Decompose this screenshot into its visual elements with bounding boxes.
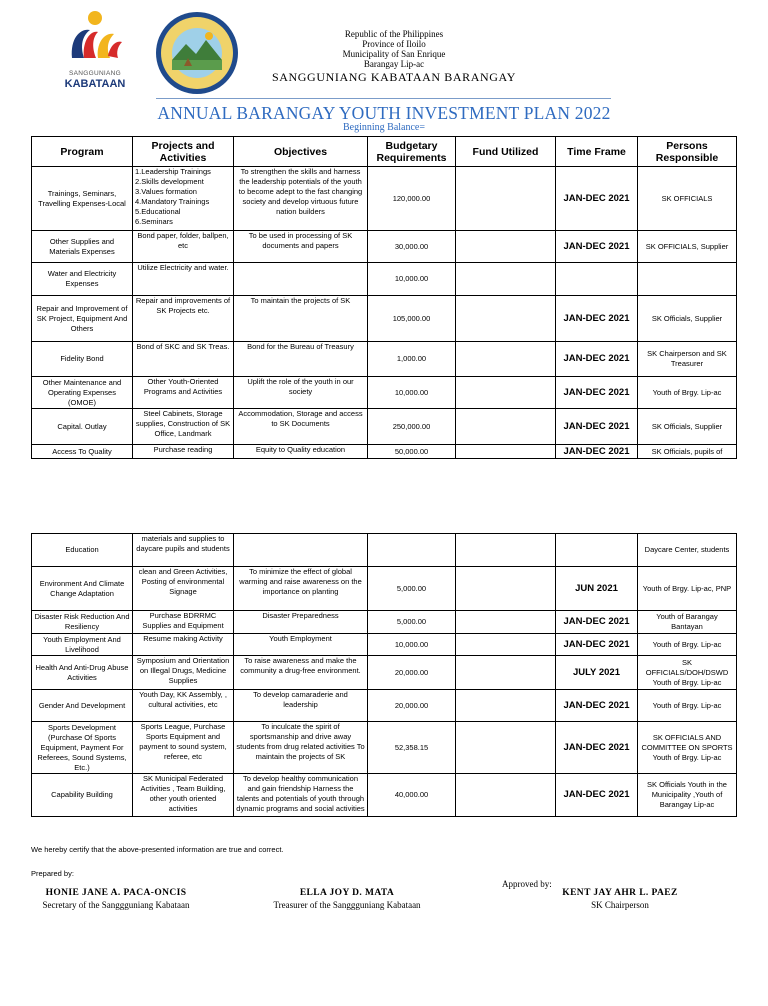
cell-persons: SK OFFICIALS AND COMMITTEE ON SPORTS Youth of Brgy. Lip-ac bbox=[638, 722, 737, 774]
cell-budget: 30,000.00 bbox=[368, 231, 456, 263]
cell-projects: 1.Leadership Trainings 2.Skills development 3.Values formation 4.Mandatory Trainings 5.Educational 6.Seminars bbox=[133, 167, 234, 231]
cell-program: Education bbox=[32, 534, 133, 567]
cell-objectives: Uplift the role of the youth in our society bbox=[234, 377, 368, 409]
cell-program: Repair and Improvement of SK Project, Equipment And Others bbox=[32, 296, 133, 342]
col-header-program: Program bbox=[32, 137, 133, 167]
approved-by-label: Approved by: bbox=[502, 879, 552, 889]
cell-program: Capability Building bbox=[32, 774, 133, 817]
table-row bbox=[32, 634, 737, 656]
cell-objectives: To develop healthy communication and gain friendship Harness the talents and potentials of youth through dynamic programs and social activities bbox=[234, 774, 368, 817]
cell-objectives: Accommodation, Storage and access to SK Documents bbox=[234, 409, 368, 445]
cell-program: Water and Electricity Expenses bbox=[32, 263, 133, 296]
cell-fund bbox=[456, 377, 556, 409]
prepared-by-label: Prepared by: bbox=[31, 869, 74, 878]
table-body-top bbox=[32, 167, 737, 459]
cell-fund bbox=[456, 342, 556, 377]
cell-budget: 40,000.00 bbox=[368, 774, 456, 817]
cell-projects: SK Municipal Federated Activities , Team Building, other youth oriented activities bbox=[133, 774, 234, 817]
cell-budget: 50,000.00 bbox=[368, 445, 456, 459]
cell-persons: SK Officials Youth in the Municipality ,Youth of Barangay Lip-ac bbox=[638, 774, 737, 817]
cell-persons: Youth of Brgy. Lip-ac bbox=[638, 377, 737, 409]
cell-fund bbox=[456, 774, 556, 817]
council-name: SANGGUNIANG KABATAAN BARANGAY bbox=[271, 70, 516, 84]
cell-time bbox=[556, 534, 638, 567]
cell-objectives: To develop camaraderie and leadership bbox=[234, 690, 368, 722]
investment-plan-table-top bbox=[31, 136, 737, 459]
col-header-projects: Projects and Activities bbox=[133, 137, 234, 167]
header-divider bbox=[156, 98, 611, 99]
cell-projects: Resume making Activity bbox=[133, 634, 234, 656]
cell-persons: SK Officials, pupils of bbox=[638, 445, 737, 459]
cell-projects: Sports League, Purchase Sports Equipment and payment to sound system, referee, etc bbox=[133, 722, 234, 774]
cell-objectives bbox=[234, 263, 368, 296]
cell-fund bbox=[456, 534, 556, 567]
cell-projects: Utilize Electricity and water. bbox=[133, 263, 234, 296]
cell-fund bbox=[456, 722, 556, 774]
cell-projects: Bond paper, folder, ballpen, etc bbox=[133, 231, 234, 263]
cell-budget: 250,000.00 bbox=[368, 409, 456, 445]
col-header-fund: Fund Utilized bbox=[456, 137, 556, 167]
cell-time: JAN-DEC 2021 bbox=[556, 690, 638, 722]
cell-objectives: To maintain the projects of SK bbox=[234, 296, 368, 342]
cell-program: Capital. Outlay bbox=[32, 409, 133, 445]
table-row bbox=[32, 722, 737, 774]
cell-projects: Repair and improvements of SK Projects etc. bbox=[133, 296, 234, 342]
cell-projects: Purchase BDRRMC Supplies and Equipment bbox=[133, 611, 234, 634]
cell-time: JAN-DEC 2021 bbox=[556, 722, 638, 774]
cell-projects: Other Youth-Oriented Programs and Activities bbox=[133, 377, 234, 409]
table-row bbox=[32, 656, 737, 690]
document-title: ANNUAL BARANGAY YOUTH INVESTMENT PLAN 2022 bbox=[157, 103, 611, 123]
cell-fund bbox=[456, 656, 556, 690]
cell-projects: Bond of SKC and SK Treas. bbox=[133, 342, 234, 377]
cell-program: Sports Development (Purchase Of Sports Equipment, Payment For Referees, Sound Systems, Etc.) bbox=[32, 722, 133, 774]
cell-persons: SK Chairperson and SK Treasurer bbox=[638, 342, 737, 377]
cell-time: JAN-DEC 2021 bbox=[556, 342, 638, 377]
cell-persons: SK Officials, Supplier bbox=[638, 296, 737, 342]
cell-budget: 5,000.00 bbox=[368, 611, 456, 634]
signatory-secretary-name: HONIE JANE A. PACA-ONCIS bbox=[45, 888, 187, 898]
table-body-bottom bbox=[32, 534, 737, 817]
cell-time: JAN-DEC 2021 bbox=[556, 377, 638, 409]
col-header-objectives: Objectives bbox=[234, 137, 368, 167]
table-row bbox=[32, 567, 737, 611]
cell-persons: SK OFFICIALS/DOH/DSWD Youth of Brgy. Lip-ac bbox=[638, 656, 737, 690]
cell-budget: 1,000.00 bbox=[368, 342, 456, 377]
table-row bbox=[32, 611, 737, 634]
signatory-treasurer-name: ELLA JOY D. MATA bbox=[299, 888, 395, 898]
cell-budget: 20,000.00 bbox=[368, 690, 456, 722]
cell-objectives: Equity to Quality education bbox=[234, 445, 368, 459]
signatory-secretary-role: Secretary of the Sanggguniang Kabataan bbox=[42, 900, 190, 910]
table-row bbox=[32, 342, 737, 377]
header-barangay: Barangay Lip-ac bbox=[363, 59, 425, 69]
cell-projects: Youth Day, KK Assembly, , cultural activities, etc bbox=[133, 690, 234, 722]
cell-objectives: To minimize the effect of global warming and raise awareness on the importance on planting bbox=[234, 567, 368, 611]
cell-budget: 20,000.00 bbox=[368, 656, 456, 690]
sk-logo-line2: KABATAAN bbox=[64, 78, 126, 90]
table-row bbox=[32, 263, 737, 296]
table-row bbox=[32, 296, 737, 342]
cell-program: Youth Employment And Livelihood bbox=[32, 634, 133, 656]
signatory-chairperson-role: SK Chairperson bbox=[591, 900, 649, 910]
cell-persons: Youth of Brgy. Lip-ac bbox=[638, 690, 737, 722]
cell-persons: Youth of Brgy. Lip-ac bbox=[638, 634, 737, 656]
table-row bbox=[32, 231, 737, 263]
cell-persons: Daycare Center, students bbox=[638, 534, 737, 567]
cell-program: Gender And Development bbox=[32, 690, 133, 722]
cell-program: Trainings, Seminars, Travelling Expenses-Local bbox=[32, 167, 133, 231]
cell-time: JAN-DEC 2021 bbox=[556, 296, 638, 342]
investment-plan-table-bottom bbox=[31, 533, 737, 817]
cell-time: JULY 2021 bbox=[556, 656, 638, 690]
cell-objectives: To inculcate the spirit of sportsmanship and drive away students from drug related activities To maintain the projects of SK bbox=[234, 722, 368, 774]
cell-persons: Youth of Barangay Bantayan bbox=[638, 611, 737, 634]
header-province: Province of Iloilo bbox=[362, 39, 426, 49]
cell-fund bbox=[456, 690, 556, 722]
cell-projects: Symposium and Orientation on Illegal Drugs, Medicine Supplies bbox=[133, 656, 234, 690]
cell-time: JAN-DEC 2021 bbox=[556, 409, 638, 445]
cell-program: Environment And Climate Change Adaptation bbox=[32, 567, 133, 611]
signatory-chairperson-name: KENT JAY AHR L. PAEZ bbox=[562, 888, 678, 898]
cell-persons: SK Officials, Supplier bbox=[638, 409, 737, 445]
cell-fund bbox=[456, 611, 556, 634]
col-header-persons: Persons Responsible bbox=[638, 137, 737, 167]
cell-program: Other Maintenance and Operating Expenses (OMOE) bbox=[32, 377, 133, 409]
cell-fund bbox=[456, 409, 556, 445]
header-municipality: Municipality of San Enrique bbox=[342, 49, 446, 59]
cell-persons: SK OFFICIALS, Supplier bbox=[638, 231, 737, 263]
certification-statement: We hereby certify that the above-presented information are true and correct. bbox=[31, 845, 284, 854]
col-header-time: Time Frame bbox=[556, 137, 638, 167]
cell-fund bbox=[456, 263, 556, 296]
cell-budget: 120,000.00 bbox=[368, 167, 456, 231]
cell-projects: clean and Green Activities, Posting of environmental Signage bbox=[133, 567, 234, 611]
cell-budget: 5,000.00 bbox=[368, 567, 456, 611]
cell-budget: 10,000.00 bbox=[368, 263, 456, 296]
sk-logo-line1: SANGGUNIANG bbox=[68, 70, 122, 77]
beginning-balance: Beginning Balance= bbox=[342, 122, 425, 133]
cell-persons bbox=[638, 263, 737, 296]
table-row bbox=[32, 445, 737, 459]
cell-objectives: Bond for the Bureau of Treasury bbox=[234, 342, 368, 377]
cell-budget: 10,000.00 bbox=[368, 377, 456, 409]
cell-projects: Purchase reading bbox=[133, 445, 234, 459]
cell-objectives bbox=[234, 534, 368, 567]
header-republic: Republic of the Philippines bbox=[344, 29, 444, 39]
cell-program: Health And Anti-Drug Abuse Activities bbox=[32, 656, 133, 690]
cell-objectives: To raise awareness and make the community a drug-free environment. bbox=[234, 656, 368, 690]
col-header-budget: Budgetary Requirements bbox=[368, 137, 456, 167]
cell-persons: Youth of Brgy. Lip-ac, PNP bbox=[638, 567, 737, 611]
cell-fund bbox=[456, 167, 556, 231]
cell-time bbox=[556, 263, 638, 296]
cell-program: Access To Quality bbox=[32, 445, 133, 459]
cell-projects: Steel Cabinets, Storage supplies, Construction of SK Office, Landmark bbox=[133, 409, 234, 445]
signatory-treasurer-role: Treasurer of the Sanggguniang Kabataan bbox=[273, 900, 421, 910]
cell-time: JAN-DEC 2021 bbox=[556, 445, 638, 459]
cell-time: JAN-DEC 2021 bbox=[556, 634, 638, 656]
cell-fund bbox=[456, 296, 556, 342]
cell-program: Fidelity Bond bbox=[32, 342, 133, 377]
table-row bbox=[32, 409, 737, 445]
table-row bbox=[32, 377, 737, 409]
cell-objectives: To be used in processing of SK documents and papers bbox=[234, 231, 368, 263]
cell-budget: 105,000.00 bbox=[368, 296, 456, 342]
cell-time: JAN-DEC 2021 bbox=[556, 167, 638, 231]
cell-program: Disaster Risk Reduction And Resiliency bbox=[32, 611, 133, 634]
cell-program: Other Supplies and Materials Expenses bbox=[32, 231, 133, 263]
cell-objectives: To strengthen the skills and harness the leadership potentials of the youth to become adept to the fast changing society and develop virtuous future nation builders bbox=[234, 167, 368, 231]
cell-time: JAN-DEC 2021 bbox=[556, 611, 638, 634]
cell-fund bbox=[456, 634, 556, 656]
cell-budget bbox=[368, 534, 456, 567]
cell-budget: 52,358.15 bbox=[368, 722, 456, 774]
cell-fund bbox=[456, 567, 556, 611]
table-row bbox=[32, 534, 737, 567]
cell-projects: materials and supplies to daycare pupils and students bbox=[133, 534, 234, 567]
table-row bbox=[32, 167, 737, 231]
cell-time: JAN-DEC 2021 bbox=[556, 231, 638, 263]
table-row bbox=[32, 690, 737, 722]
cell-fund bbox=[456, 231, 556, 263]
cell-objectives: Disaster Preparedness bbox=[234, 611, 368, 634]
cell-objectives: Youth Employment bbox=[234, 634, 368, 656]
cell-budget: 10,000.00 bbox=[368, 634, 456, 656]
cell-time: JUN 2021 bbox=[556, 567, 638, 611]
cell-fund bbox=[456, 445, 556, 459]
cell-time: JAN-DEC 2021 bbox=[556, 774, 638, 817]
cell-persons: SK OFFICIALS bbox=[638, 167, 737, 231]
table-row bbox=[32, 774, 737, 817]
